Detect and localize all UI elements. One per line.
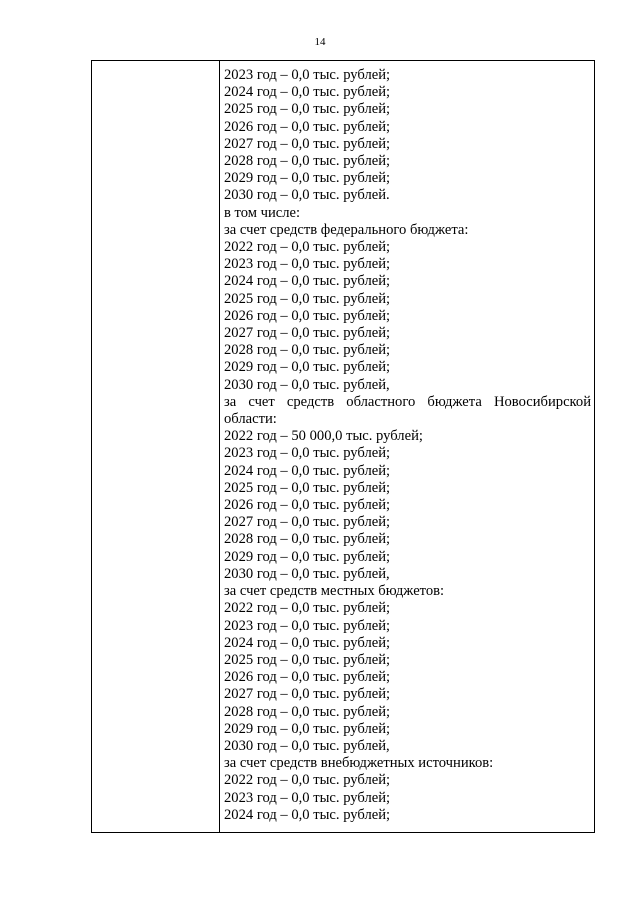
funding-line: 2029 год – 0,0 тыс. рублей; [224, 170, 391, 187]
funding-line: 2029 год – 0,0 тыс. рублей; [224, 720, 391, 737]
funding-line: 2028 год – 0,0 тыс. рублей; [224, 703, 391, 720]
funding-line: 2022 год – 0,0 тыс. рублей; [224, 772, 391, 789]
funding-line: 2022 год – 0,0 тыс. рублей; [224, 600, 391, 617]
funding-table [91, 60, 595, 833]
page-number: 14 [314, 36, 326, 48]
funding-line: 2027 год – 0,0 тыс. рублей; [224, 325, 391, 342]
funding-line: 2027 год – 0,0 тыс. рублей; [224, 686, 391, 703]
table-left-cell [92, 61, 220, 832]
funding-line: 2030 год – 0,0 тыс. рублей, [224, 737, 390, 754]
funding-line: 2025 год – 0,0 тыс. рублей; [224, 479, 391, 496]
funding-line: 2022 год – 0,0 тыс. рублей; [224, 239, 391, 256]
table-right-cell [220, 61, 594, 832]
funding-line: 2023 год – 0,0 тыс. рублей; [224, 789, 391, 806]
funding-line: 2026 год – 0,0 тыс. рублей; [224, 118, 391, 135]
funding-line: 2030 год – 0,0 тыс. рублей. [224, 187, 390, 204]
funding-line: 2024 год – 0,0 тыс. рублей; [224, 806, 391, 823]
funding-line: 2023 год – 0,0 тыс. рублей; [224, 256, 391, 273]
funding-line: 2030 год – 0,0 тыс. рублей, [224, 565, 390, 582]
funding-line: 2024 год – 0,0 тыс. рублей; [224, 84, 391, 101]
funding-line: 2023 год – 0,0 тыс. рублей; [224, 617, 391, 634]
section-heading: за счет средств областного бюджета Новосибирской области: [224, 393, 591, 428]
funding-line: 2025 год – 0,0 тыс. рублей; [224, 101, 391, 118]
funding-line: 2029 год – 0,0 тыс. рублей; [224, 359, 391, 376]
section-heading: за счет средств федерального бюджета: [224, 221, 469, 238]
funding-line: 2025 год – 0,0 тыс. рублей; [224, 290, 391, 307]
funding-line: 2024 год – 0,0 тыс. рублей; [224, 462, 391, 479]
section-heading: в том числе: [224, 204, 301, 221]
funding-line: 2028 год – 0,0 тыс. рублей; [224, 531, 391, 548]
funding-line: 2030 год – 0,0 тыс. рублей, [224, 376, 390, 393]
funding-line: 2022 год – 50 000,0 тыс. рублей; [224, 428, 423, 445]
funding-line: 2025 год – 0,0 тыс. рублей; [224, 651, 391, 668]
funding-line: 2028 год – 0,0 тыс. рублей; [224, 153, 391, 170]
funding-line: 2026 год – 0,0 тыс. рублей; [224, 307, 391, 324]
section-heading: за счет средств местных бюджетов: [224, 583, 445, 600]
funding-line: 2026 год – 0,0 тыс. рублей; [224, 669, 391, 686]
funding-line: 2024 год – 0,0 тыс. рублей; [224, 634, 391, 651]
funding-line: 2027 год – 0,0 тыс. рублей; [224, 135, 391, 152]
funding-line: 2029 год – 0,0 тыс. рублей; [224, 548, 391, 565]
funding-line: 2026 год – 0,0 тыс. рублей; [224, 497, 391, 514]
funding-line: 2023 год – 0,0 тыс. рублей; [224, 67, 391, 83]
funding-line: 2027 год – 0,0 тыс. рублей; [224, 514, 391, 531]
section-heading: за счет средств внебюджетных источников: [224, 755, 494, 772]
funding-line: 2028 год – 0,0 тыс. рублей; [224, 342, 391, 359]
funding-line: 2023 год – 0,0 тыс. рублей; [224, 445, 391, 462]
funding-line: 2024 год – 0,0 тыс. рублей; [224, 273, 391, 290]
